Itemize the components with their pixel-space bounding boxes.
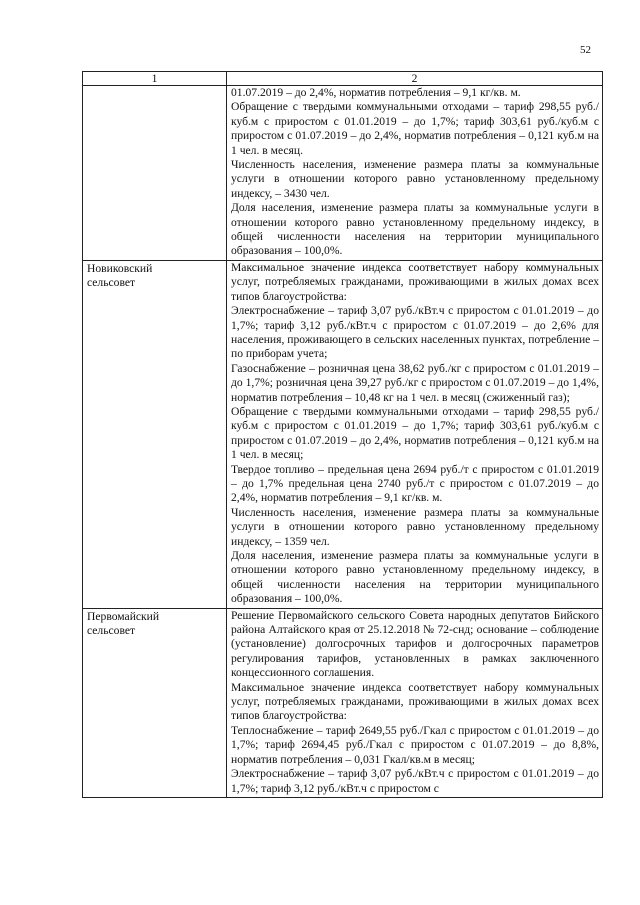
page-number: 52 (580, 44, 591, 56)
paragraph: Доля населения, изменение размера платы за коммунальные услуги в отношении которого равно установленному предельному индексу, в общей численности населения на территории муниципального образования – 100,0%. (231, 201, 599, 258)
municipality-name-line: Первомайский (87, 609, 160, 623)
table-row (83, 260, 603, 608)
table-row (83, 86, 603, 261)
paragraph: Обращение с твердыми коммунальными отходами – тариф 298,55 руб./куб.м с приростом с 01.01.2019 – до 1,7%; тариф 303,61 руб./куб.м с приростом с 01.07.2019 – до 2,4%, норматив потребления – 0,121 куб.м на 1 чел. в месяц; (231, 404, 599, 462)
municipality-name-line: Новиковский (87, 261, 153, 275)
paragraph: Численность населения, изменение размера платы за коммунальные услуги в отношении которого равно установленному предельному индексу, – 1359 чел. (231, 505, 599, 548)
paragraph: Максимальное значение индекса соответствует набору коммунальных услуг, потребляемых гражданами, проживающими в жилых домах всех типов благоустройства: (231, 260, 599, 303)
paragraph: Максимальное значение индекса соответствует набору коммунальных услуг, потребляемых гражданами, проживающими в жилых домах всех типов благоустройства: (231, 680, 599, 723)
paragraph: Газоснабжение – розничная цена 38,62 руб./кг с приростом с 01.01.2019 – до 1,7%; розничная цена 39,27 руб./кг с приростом с 01.07.2019 – до 1,4%, норматив потребления – 10,48 кг на 1 чел. в месяц (сжиженный газ); (231, 361, 599, 404)
content-cell (227, 86, 603, 261)
paragraph: Теплоснабжение – тариф 2649,55 руб./Гкал с приростом с 01.01.2019 – до 1,7%; тариф 2694,45 руб./Гкал с приростом с 01.07.2019 – до 8,8%, норматив потребления – 0,031 Гкал/кв.м в месяц; (231, 723, 599, 766)
tariff-table (82, 71, 603, 798)
table-row (83, 608, 603, 797)
municipality-name-line: сельсовет (87, 624, 136, 638)
paragraph: Электроснабжение – тариф 3,07 руб./кВт.ч с приростом с 01.01.2019 – до 1,7%; тариф 3,12 руб./кВт.ч с приростом с (231, 767, 599, 795)
paragraph: Численность населения, изменение размера платы за коммунальные услуги в отношении которого равно установленному предельному индексу, – 3430 чел. (231, 158, 599, 200)
paragraph: Электроснабжение – тариф 3,07 руб./кВт.ч с приростом с 01.01.2019 – до 1,7%; тариф 3,12 руб./кВт.ч с приростом с 01.07.2019 – до 2,6% для населения, проживающего в сельских населенных пунктах, потребление – по приборам учета; (231, 304, 599, 361)
paragraph: Твердое топливо – предельная цена 2694 руб./т с приростом с 01.01.2019 – до 1,7% предельная цена 2740 руб./т с приростом с 01.07.2019 – до 2,4%, норматив потребления – 9,1 кг/кв. м. (231, 462, 599, 505)
municipality-cell (83, 260, 227, 608)
paragraph: Решение Первомайского сельского Совета народных депутатов Бийского района Алтайского края от 25.12.2018 № 72-снд; основание – соблюдение (установление) долгосрочных тарифов и долгосрочных параметров регулирования тарифов, установленных в рамках заключенного концессионного соглашения. (231, 608, 599, 680)
paragraph: Доля населения, изменение размера платы за коммунальные услуги в отношении которого равно установленному предельному индексу, в общей численности населения на территории муниципального образования – 100,0%. (231, 549, 599, 606)
paragraph: 01.07.2019 – до 2,4%, норматив потребления – 9,1 кг/кв. м. (231, 86, 521, 99)
municipality-cell (83, 86, 227, 261)
content-cell (227, 608, 603, 797)
content-cell (227, 260, 603, 608)
municipality-cell (83, 608, 227, 797)
table-header-row (83, 72, 603, 86)
column-header-2: 2 (227, 72, 603, 86)
municipality-name-line: сельсовет (87, 276, 136, 290)
column-header-1: 1 (83, 72, 227, 86)
paragraph: Обращение с твердыми коммунальными отходами – тариф 298,55 руб./куб.м с приростом с 01.01.2019 – до 1,7%; тариф 303,61 руб./куб.м с приростом с 01.07.2019 – до 2,4%, норматив потребления – 0,121 куб.м на 1 чел. в месяц. (231, 100, 599, 157)
